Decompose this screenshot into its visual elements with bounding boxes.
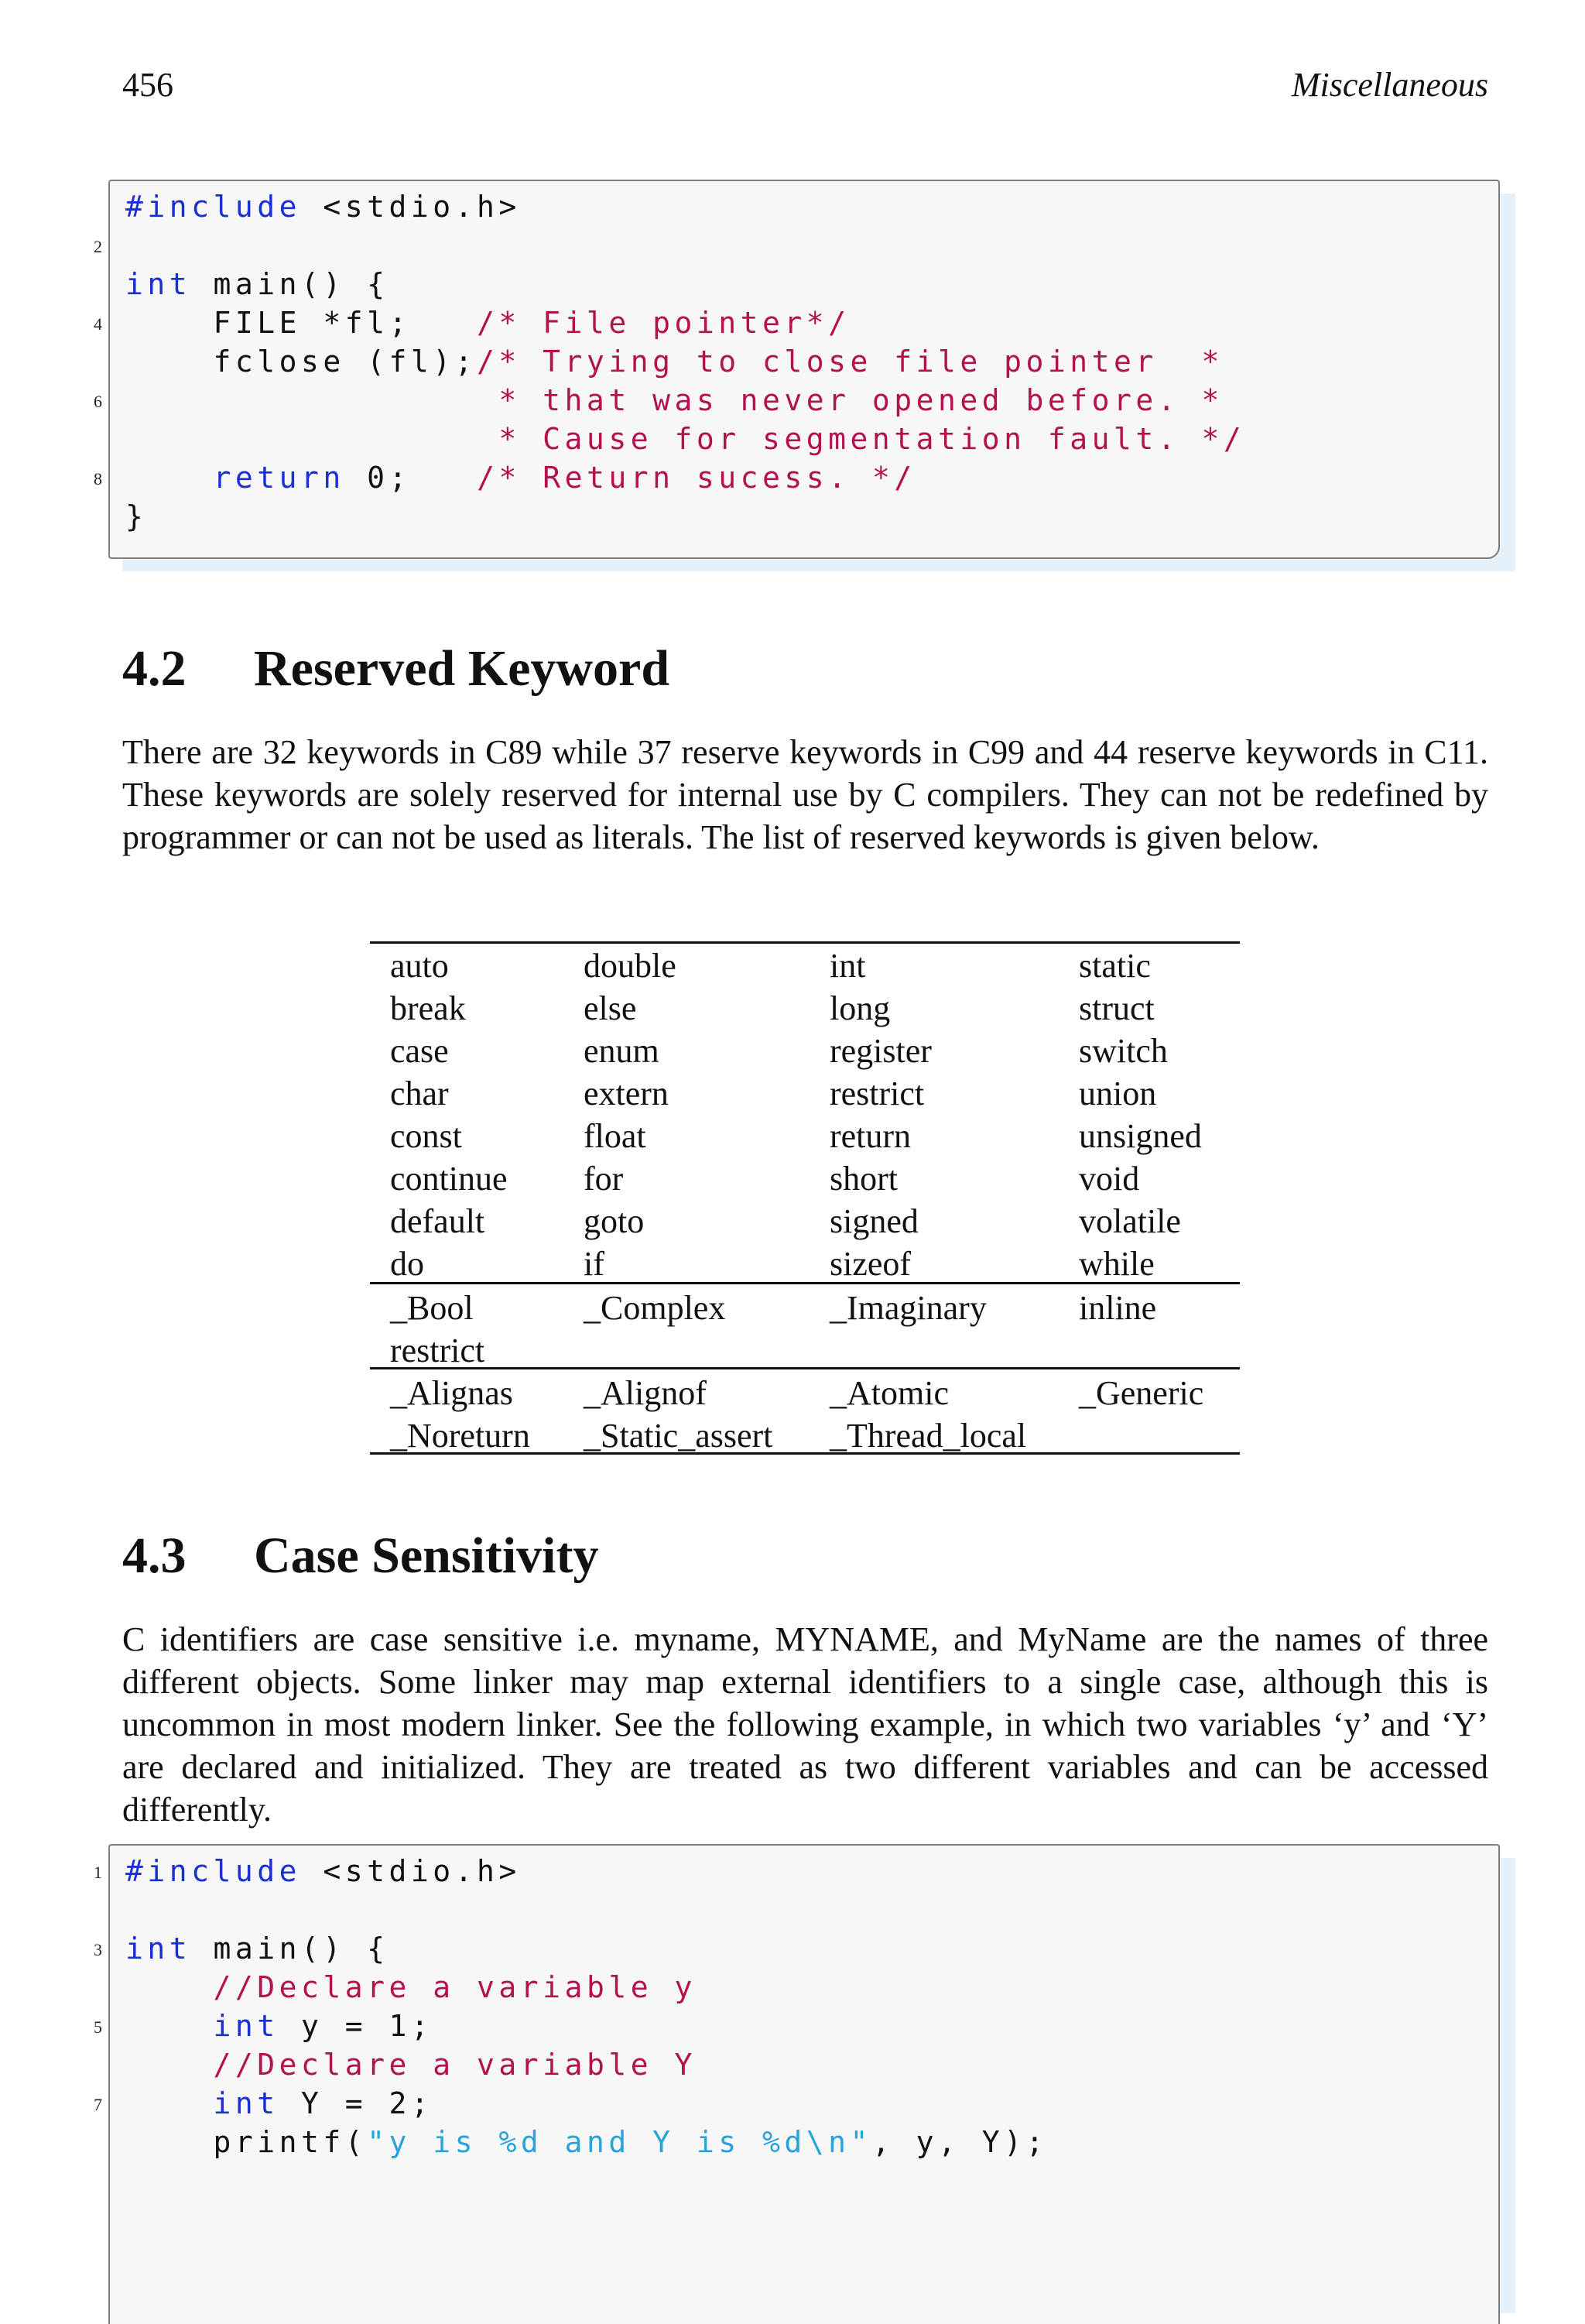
keyword-cell: long — [830, 989, 891, 1027]
keyword-cell: return — [830, 1117, 912, 1155]
keyword-cell: break — [390, 989, 466, 1027]
code-token: fclose (fl); — [125, 344, 478, 379]
keyword-cell: static — [1079, 947, 1151, 985]
keyword-cell: unsigned — [1079, 1117, 1202, 1155]
code-token — [125, 2086, 214, 2120]
code-token — [125, 1970, 214, 2004]
code-token: int — [213, 2009, 279, 2043]
line-number: 2 — [94, 237, 102, 256]
line-number: 6 — [94, 392, 102, 411]
code-token: return — [213, 461, 345, 495]
code-token: y = 1; — [279, 2009, 433, 2043]
keyword-cell: _Alignof — [584, 1374, 707, 1412]
section-heading-4-3 — [122, 1527, 599, 1585]
code-token: * Cause for segmentation fault. */ — [125, 422, 1246, 456]
section-title: Case Sensitivity — [254, 1527, 599, 1584]
code-line — [125, 497, 147, 536]
chapter-title: Miscellaneous — [1291, 66, 1488, 104]
keyword-cell: struct — [1079, 989, 1155, 1027]
code-token — [125, 2048, 214, 2082]
code-token: //Declare a variable Y — [213, 2048, 697, 2082]
reserved-keyword-table — [370, 941, 1240, 1455]
keyword-cell: _Imaginary — [830, 1289, 987, 1327]
keyword-cell: else — [584, 989, 637, 1027]
keyword-cell: _Bool — [390, 1289, 474, 1327]
code-line — [125, 420, 1245, 458]
keyword-cell: double — [584, 947, 676, 985]
code-token: <stdio.h> — [301, 190, 521, 224]
code-token: main() { — [191, 1932, 389, 1966]
keyword-cell: case — [390, 1032, 449, 1070]
code-line — [125, 1968, 697, 2007]
code-line — [125, 342, 1224, 381]
code-line — [125, 381, 1224, 420]
paragraph-reserved-keywords: There are 32 keywords in C89 while 37 reserve keywords in C99 and 44 reserve keywords in C11. These keywords are solely reserved for internal use by C compilers. They can not be redefined by programmer or can not be used as literals. The list of reserved keywords is given below. — [122, 733, 1488, 856]
code-token: #include — [125, 190, 302, 224]
code-token: //Declare a variable y — [213, 1970, 697, 2004]
code-token: "y is %d and Y is %d\n" — [367, 2125, 872, 2159]
code-token: } — [125, 499, 148, 533]
keyword-cell: if — [584, 1245, 604, 1283]
keyword-cell: inline — [1079, 1289, 1157, 1327]
keyword-cell: float — [584, 1117, 646, 1155]
code-listing-1 — [108, 180, 1500, 559]
keyword-cell: restrict — [390, 1332, 485, 1369]
code-token: int — [213, 2086, 279, 2120]
keyword-cell: _Complex — [584, 1289, 726, 1327]
keyword-cell: default — [390, 1202, 485, 1240]
code-line — [125, 303, 850, 342]
code-line — [125, 1852, 521, 1890]
code-token: * that was never opened before. * — [125, 383, 1224, 417]
code-token: /* Return sucess. */ — [477, 461, 916, 495]
keyword-cell: void — [1079, 1160, 1140, 1198]
code-token: /* Trying to close file pointer * — [477, 344, 1224, 379]
keyword-cell: volatile — [1079, 1202, 1181, 1240]
line-number: 5 — [94, 2017, 102, 2037]
code-token: #include — [125, 1854, 302, 1888]
code-token: , y, Y); — [871, 2125, 1048, 2159]
code-token: int — [125, 267, 192, 301]
keyword-cell: _Thread_local — [830, 1417, 1027, 1455]
keyword-cell: extern — [584, 1075, 669, 1112]
keyword-cell: while — [1079, 1245, 1155, 1283]
code-listing-2 — [108, 1844, 1500, 2324]
keyword-cell: _Atomic — [830, 1374, 949, 1412]
code-token: <stdio.h> — [301, 1854, 521, 1888]
code-token: /* File pointer*/ — [477, 306, 851, 340]
keyword-cell: char — [390, 1075, 449, 1112]
code-line — [125, 2123, 1048, 2161]
code-line — [125, 187, 521, 226]
code-token — [125, 461, 214, 495]
keyword-cell: for — [584, 1160, 624, 1198]
keyword-cell: goto — [584, 1202, 645, 1240]
keyword-cell: enum — [584, 1032, 659, 1070]
section-number: 4.2 — [122, 640, 187, 697]
keyword-cell: int — [830, 947, 866, 985]
table-rule-c11 — [370, 1367, 1240, 1369]
section-heading-4-2 — [122, 639, 669, 698]
line-number: 1 — [94, 1863, 102, 1882]
keyword-cell: register — [830, 1032, 932, 1070]
keyword-cell: continue — [390, 1160, 508, 1198]
keyword-cell: _Noreturn — [390, 1417, 530, 1455]
keyword-cell: signed — [830, 1202, 919, 1240]
line-number: 4 — [94, 314, 102, 334]
table-top-rule — [370, 941, 1240, 944]
section-number: 4.3 — [122, 1527, 187, 1584]
code-line — [125, 265, 389, 303]
paragraph-case-sensitivity: C identifiers are case sensitive i.e. myname, MYNAME, and MyName are the names of three different objects. Some linker may map external identifiers to a single case, although this is uncommon in most modern linker. See the following example, in which two variables ‘y’ and ‘Y’ are declared and initialized. They are treated as two different variables and can be accessed differently. — [122, 1620, 1488, 1829]
keyword-cell: _Generic — [1079, 1374, 1204, 1412]
code-token: Y = 2; — [279, 2086, 433, 2120]
code-line — [125, 2084, 433, 2123]
code-token: printf( — [125, 2125, 368, 2159]
page-number: 456 — [122, 66, 173, 104]
keyword-cell: sizeof — [830, 1245, 912, 1283]
keyword-cell: do — [390, 1245, 424, 1283]
code-line — [125, 2045, 697, 2084]
code-token: int — [125, 1932, 192, 1966]
keyword-cell: const — [390, 1117, 462, 1155]
keyword-cell: auto — [390, 947, 449, 985]
code-line — [125, 1929, 389, 1968]
code-token: 0; — [344, 461, 478, 495]
keyword-cell: _Static_assert — [584, 1417, 773, 1455]
page-header — [122, 65, 1488, 108]
code-token — [125, 2009, 214, 2043]
code-line — [125, 2007, 433, 2045]
keyword-cell: _Alignas — [390, 1374, 513, 1412]
line-number: 8 — [94, 469, 102, 488]
keyword-cell: restrict — [830, 1075, 925, 1112]
code-token: main() { — [191, 267, 389, 301]
keyword-cell: short — [830, 1160, 898, 1198]
code-line — [125, 458, 916, 497]
keyword-cell: switch — [1079, 1032, 1168, 1070]
line-number: 7 — [94, 2095, 102, 2114]
line-number: 3 — [94, 1940, 102, 1959]
section-title: Reserved Keyword — [254, 640, 670, 697]
keyword-cell: union — [1079, 1075, 1157, 1112]
code-token: FILE *fl; — [125, 306, 478, 340]
